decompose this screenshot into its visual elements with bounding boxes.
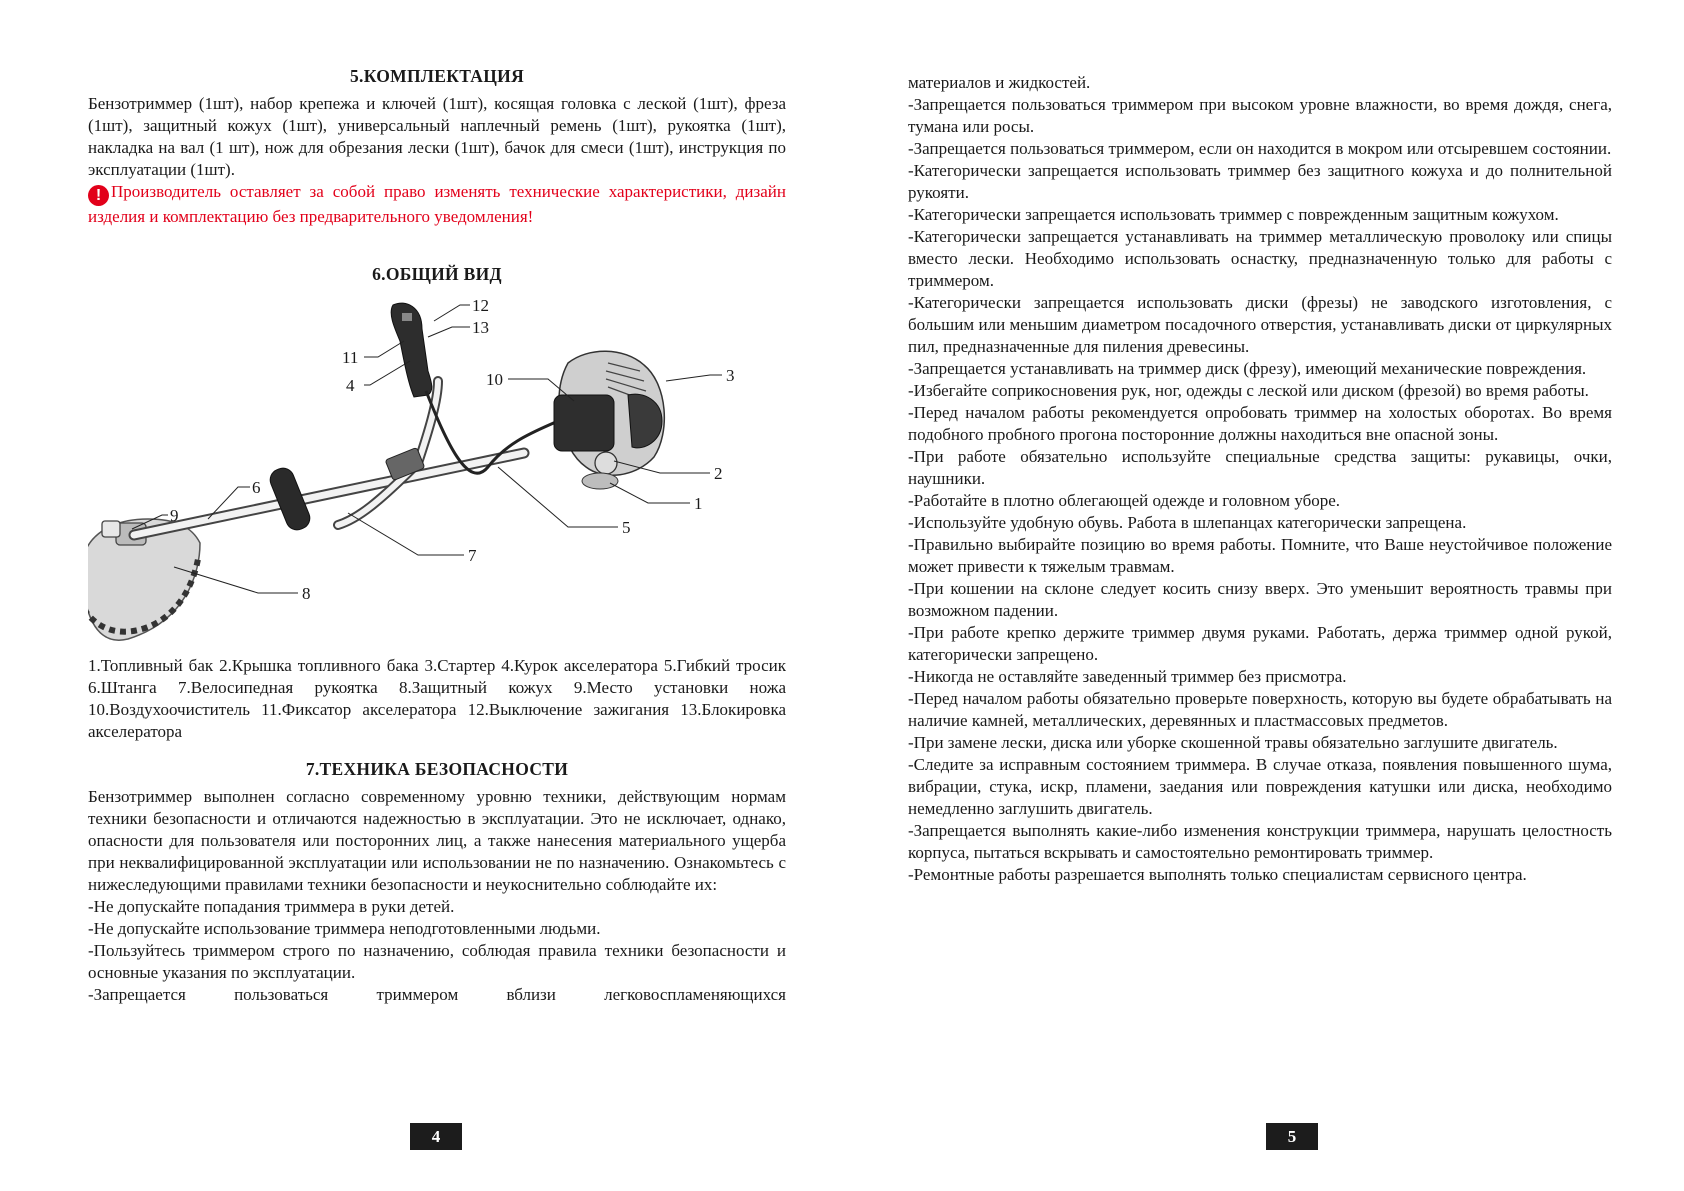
- safety-rule: -Запрещается пользоваться триммером, если он находится в мокром или отсыревшем состоянии.: [908, 139, 1612, 158]
- safety-rule: -Следите за исправным состоянием триммера. В случае отказа, появления повышенного шума, вибрации, стука, искр, пламени, заедания или повреждения катушки или диска, необходимо немедленно заглушить двигатель.: [908, 755, 1612, 818]
- callout-13: 13: [472, 318, 489, 337]
- safety-rule: -Перед началом работы рекомендуется опробовать триммер на холостых оборотах. Во время подобного пробного прогона посторонние должны находиться вне опасной зоны.: [908, 403, 1612, 444]
- callout-7: 7: [468, 546, 477, 565]
- safety-rules-left: [88, 786, 786, 1006]
- trimmer-diagram: [88, 291, 786, 649]
- safety-rule: -Перед началом работы обязательно проверьте поверхность, которую вы будете обрабатывать на наличие камней, металлических, деревянных и пластмассовых предметов.: [908, 689, 1612, 730]
- callout-4: 4: [346, 376, 355, 395]
- callout-1: 1: [694, 494, 703, 513]
- safety-rule: -Пользуйтесь триммером строго по назначению, соблюдая правила техники безопасности и основные указания по эксплуатации.: [88, 941, 786, 982]
- safety-rule: материалов и жидкостей.: [908, 73, 1091, 92]
- warning-icon: !: [88, 185, 109, 206]
- ignition-switch: [402, 313, 412, 321]
- fuel-cap: [595, 452, 617, 474]
- safety-rule: -Запрещается выполнять какие-либо изменения конструкции триммера, нарушать целостность корпуса, пытаться вскрывать и самостоятельно ремонтировать триммер.: [908, 821, 1612, 862]
- safety-rule: -Категорически запрещается использовать триммер с поврежденным защитным кожухом.: [908, 205, 1559, 224]
- safety-rule: -Не допускайте использование триммера неподготовленными людьми.: [88, 919, 601, 938]
- safety-rule: -При работе крепко держите триммер двумя руками. Работать, держа триммер одной рукой, категорически запрещено.: [908, 623, 1612, 664]
- throttle-cable: [426, 391, 558, 473]
- trimmer-illustration: [88, 291, 786, 649]
- callout-10: 10: [486, 370, 503, 389]
- safety-rule: -Избегайте соприкосновения рук, ног, одежды с леской или диском (фрезой) во время работы.: [908, 381, 1589, 400]
- callout-9: 9: [170, 506, 179, 525]
- callout-2: 2: [714, 464, 723, 483]
- section-5-title: 5.КОМПЛЕКТАЦИЯ: [349, 66, 525, 86]
- safety-rule: -Правильно выбирайте позицию во время работы. Помните, что Ваше неустойчивое положение может привести к тяжелым травмам.: [908, 535, 1612, 576]
- callout-6: 6: [252, 478, 261, 497]
- safety-rule: -При кошении на склоне следует косить снизу вверх. Это уменьшит вероятность травмы при возможном падении.: [908, 579, 1612, 620]
- right-column: [908, 72, 1612, 886]
- safety-rule: -Запрещается пользоваться триммером при высоком уровне влажности, во время дождя, снега, тумана или росы.: [908, 95, 1612, 136]
- callout-3: 3: [726, 366, 735, 385]
- callout-11: 11: [342, 348, 359, 367]
- safety-rule: -Категорически запрещается использовать триммер без защитного кожуха и до полнительной рукояти.: [908, 161, 1612, 202]
- safety-rule: -Категорически запрещается использовать диски (фрезы) не заводского изготовления, с большим или меньшим диаметром посадочного отверстия, устанавливать диски от циркулярных пил, предназначенные для пиления древесины.: [908, 293, 1612, 356]
- fuel-tank: [582, 473, 618, 489]
- page-right: [842, 0, 1684, 1191]
- left-column: [88, 66, 786, 1006]
- warning-text: Производитель оставляет за собой право изменять технические характеристики, дизайн изделия и комплектацию без предварительного уведомления!: [88, 182, 786, 226]
- safety-rule: -Запрещается устанавливать на триммер диск (фрезу), имеющий механические повреждения.: [908, 359, 1587, 378]
- safety-rule: -Никогда не оставляйте заведенный триммер без присмотра.: [908, 667, 1347, 686]
- section-5-text: Бензотриммер (1шт), набор крепежа и ключей (1шт), косящая головка с леской (1шт), фреза (1шт), защитный кожух (1шт), универсальный наплечный ремень (1шт), рукоятка (1шт), накладка на вал (1 шт), нож для обрезания лески (1шт), бачок для смеси (1шт), инструкция по эксплуатации (1шт).: [88, 94, 786, 179]
- safety-rule: -Категорически запрещается устанавливать на триммер металлическую проволоку или спицы вместо лески. Необходимо использовать оснастку, предназначенную только для работы с триммером.: [908, 227, 1612, 290]
- safety-rule: -Используйте удобную обувь. Работа в шлепанцах категорически запрещена.: [908, 513, 1467, 532]
- safety-rule: -Запрещается пользоваться триммером вблизи легковоспламеняющихся: [88, 985, 786, 1004]
- page-number-left: 4: [410, 1123, 462, 1150]
- section-6-title: 6.ОБЩИЙ ВИД: [372, 264, 502, 284]
- page-number-right: 5: [1266, 1123, 1318, 1150]
- safety-intro: Бензотриммер выполнен согласно современному уровню техники, действующим нормам техники безопасности и отличаются надежностью в эксплуатации. Это не исключает, однако, опасности для пользователя или посторонних лиц, а также нанесения материального ущерба при неквалифицированной эксплуатации или использовании не по назначению. Ознакомьтесь с нижеследующими правилами техники безопасности и неукоснительно соблюдайте их:: [88, 787, 786, 894]
- safety-rule: -Не допускайте попадания триммера в руки детей.: [88, 897, 455, 916]
- safety-rule: -Работайте в плотно облегающей одежде и головном уборе.: [908, 491, 1341, 510]
- section-7-title: 7.ТЕХНИКА БЕЗОПАСНОСТИ: [305, 759, 569, 779]
- callout-8: 8: [302, 584, 311, 603]
- callout-5: 5: [622, 518, 631, 537]
- safety-rule: -При замене лески, диска или уборке скошенной травы обязательно заглушите двигатель.: [908, 733, 1558, 752]
- warning-note: [88, 181, 786, 228]
- safety-rule: -При работе обязательно используйте специальные средства защиты: рукавицы, очки, наушники.: [908, 447, 1612, 488]
- safety-rule: -Ремонтные работы разрешается выполнять только специалистам сервисного центра.: [908, 865, 1527, 884]
- air-filter: [554, 395, 614, 451]
- blade-mount: [102, 521, 120, 537]
- diagram-legend: 1.Топливный бак 2.Крышка топливного бака 3.Стартер 4.Курок акселератора 5.Гибкий тросик 6.Штанга 7.Велосипедная рукоятка 8.Защитный кожух 9.Место установки ножа 10.Воздухоочиститель 11.Фиксатор акселератора 12.Выключение зажигания 13.Блокировка акселератора: [88, 656, 786, 741]
- callout-12: 12: [472, 296, 489, 315]
